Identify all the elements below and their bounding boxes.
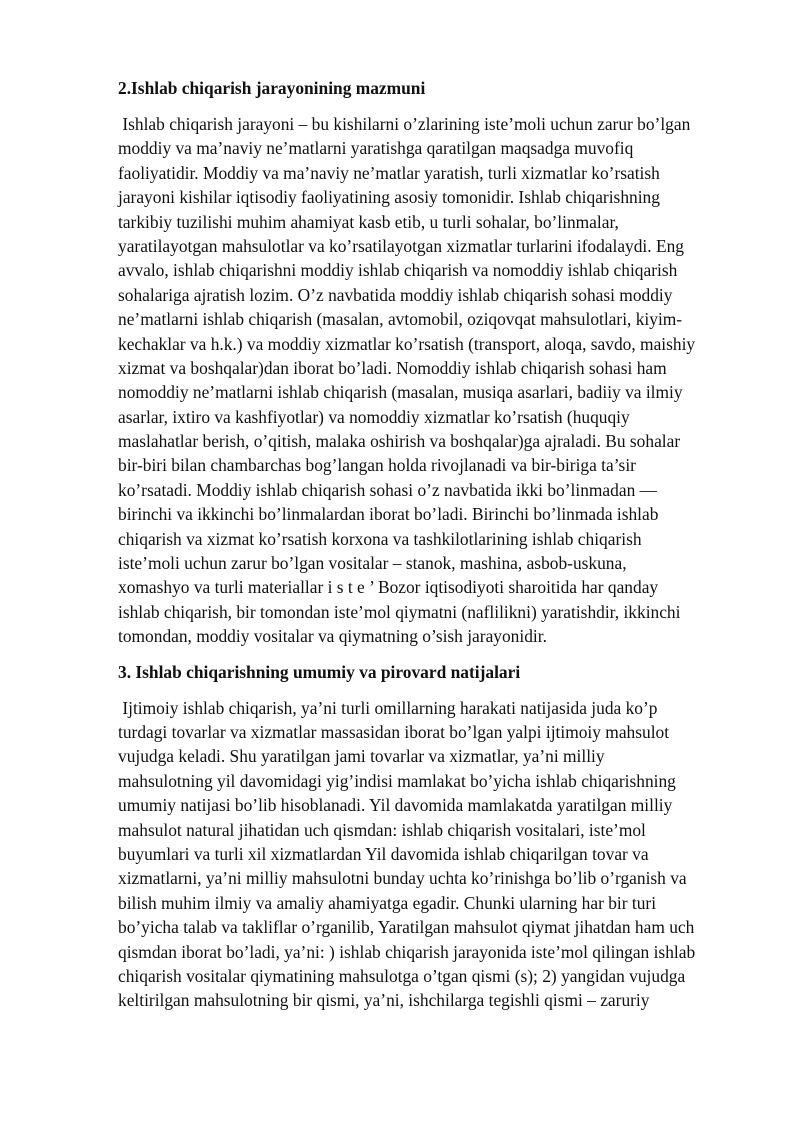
paragraph-line: ishlab chiqarish, bir tomondan iste’mol qiymatni (naflilikni) yaratishdir, ikkinchi xyxy=(118,601,681,622)
paragraph-line: qismdan iborat bo’ladi, ya’ni: ) ishlab chiqarish jarayonida iste’mol qilingan ishlab xyxy=(118,941,696,962)
paragraph-line: mahsulot natural jihatidan uch qismdan: ishlab chiqarish vositalari, iste’mol xyxy=(118,819,646,840)
paragraph-line: bilish muhim ilmiy va amaliy ahamiyatga egadir. Chunki ularning har bir turi xyxy=(118,892,657,913)
paragraph-line: nomoddiy ne’matlarni ishlab chiqarish (masalan, musiqa asarlari, badiiy va ilmiy xyxy=(118,382,683,403)
paragraph-line: sohalariga ajratish lozim. O’z navbatida moddiy ishlab chiqarish sohasi moddiy xyxy=(118,284,673,305)
paragraph-line: chiqarish vositalar qiymatining mahsulotga o’tgan qismi (s); 2) yangidan vujudga xyxy=(118,965,686,986)
section-2-heading: 2.Ishlab chiqarish jarayonining mazmuni xyxy=(118,78,426,98)
paragraph-line: xizmatlarni, ya’ni milliy mahsulotni bunday uchta ko’rinishga bo’lib o’rganish va xyxy=(118,868,687,889)
paragraph-line: Ishlab chiqarish jarayoni – bu kishilarni o’zlarining iste’moli uchun zarur bo’lgan xyxy=(118,114,691,134)
paragraph-line: iste’moli uchun zarur bo’lgan vositalar – stanok, mashina, asbob-uskuna, xyxy=(118,553,627,574)
paragraph-line: buyumlari va turli xil xizmatlardan Yil davomida ishlab chiqarilgan tovar va xyxy=(118,843,649,864)
paragraph-line: kechaklar va h.k.) va moddiy xizmatlar ko’rsatish (transport, aloqa, savdo, maishiy xyxy=(118,333,696,354)
paragraph-line: maslahatlar berish, o’qitish, malaka oshirish va boshqalar)ga ajraladi. Bu sohalar xyxy=(118,431,681,452)
paragraph-line: bir-biri bilan chambarchas bog’langan holda rivojlanadi va bir-biriga ta’sir xyxy=(118,455,636,476)
paragraph-line: turdagi tovarlar va xizmatlar massasidan iborat bo’lgan yalpi ijtimoiy mahsulot xyxy=(118,721,670,742)
paragraph-line: bo’yicha talab va takliflar o’rganilib, Yaratilgan mahsulot qiymat jihatdan ham uch xyxy=(118,917,695,938)
paragraph-line: vujudga keladi. Shu yaratilgan jami tovarlar va xizmatlar, ya’ni milliy xyxy=(118,746,605,767)
paragraph-line: birinchi va ikkinchi bo’linmalardan iborat bo’ladi. Birinchi bo’linmada ishlab xyxy=(118,504,659,525)
paragraph-line: xomashyo va turli materiallar i s t e ’ Bozor iqtisodiyoti sharoitida har qanday xyxy=(118,577,659,598)
paragraph-line: chiqarish va xizmat ko’rsatish korxona va tashkilotlarining ishlab chiqarish xyxy=(118,528,642,549)
paragraph-line: xizmat va boshqalar)dan iborat bo’ladi. Nomoddiy ishlab chiqarish sohasi ham xyxy=(118,357,667,378)
section-3-heading: 3. Ishlab chiqarishning umumiy va pirovard natijalari xyxy=(118,661,521,682)
paragraph-line: moddiy va ma’naviy ne’matlarni yaratishga qaratilgan maqsadga muvofiq xyxy=(118,138,634,159)
paragraph-line: keltirilgan mahsulotning bir qismi, ya’ni, ishchilarga tegishli qismi – zaruriy xyxy=(118,990,650,1011)
paragraph-line: tarkibiy tuzilishi muhim ahamiyat kasb etib, u turli sohalar, bo’linmalar, xyxy=(118,211,619,232)
paragraph-line: faoliyatidir. Moddiy va ma’naviy ne’matlar yaratish, turli xizmatlar ko’rsatish xyxy=(118,162,660,183)
section-2-paragraph xyxy=(118,112,748,649)
paragraph-line: mahsulotning yil davomidagi yig’indisi mamlakat bo’yicha ishlab chiqarishning xyxy=(118,770,676,791)
paragraph-line: ko’rsatadi. Moddiy ishlab chiqarish sohasi o’z navbatida ikki bo’linmadan — xyxy=(118,479,657,500)
paragraph-line: avvalo, ishlab chiqarishni moddiy ishlab chiqarish va nomoddiy ishlab chiqarish xyxy=(118,260,678,281)
paragraph-line: asarlar, ixtiro va kashfiyotlar) va nomoddiy xizmatlar ko’rsatish (huquqiy xyxy=(118,406,630,427)
section-3-paragraph xyxy=(118,696,748,1013)
paragraph-line: ne’matlarni ishlab chiqarish (masalan, avtomobil, oziqovqat mahsulotlari, kiyim- xyxy=(118,309,683,330)
paragraph-line: Ijtimoiy ishlab chiqarish, ya’ni turli omillarning harakati natijasida juda ko’p xyxy=(118,697,658,718)
paragraph-line: umumiy natijasi bo’lib hisoblanadi. Yil davomida mamlakatda yaratilgan milliy xyxy=(118,795,673,816)
paragraph-line: yaratilayotgan mahsulotlar va ko’rsatilayotgan xizmatlar turlarini ifodalaydi. Eng xyxy=(118,235,684,256)
paragraph-line: tomondan, moddiy vositalar va qiymatning o’sish jarayonidir. xyxy=(118,626,547,647)
paragraph-line: jarayoni kishilar iqtisodiy faoliyatining asosiy tomonidir. Ishlab chiqarishning xyxy=(118,187,660,208)
document-page xyxy=(118,76,748,1013)
